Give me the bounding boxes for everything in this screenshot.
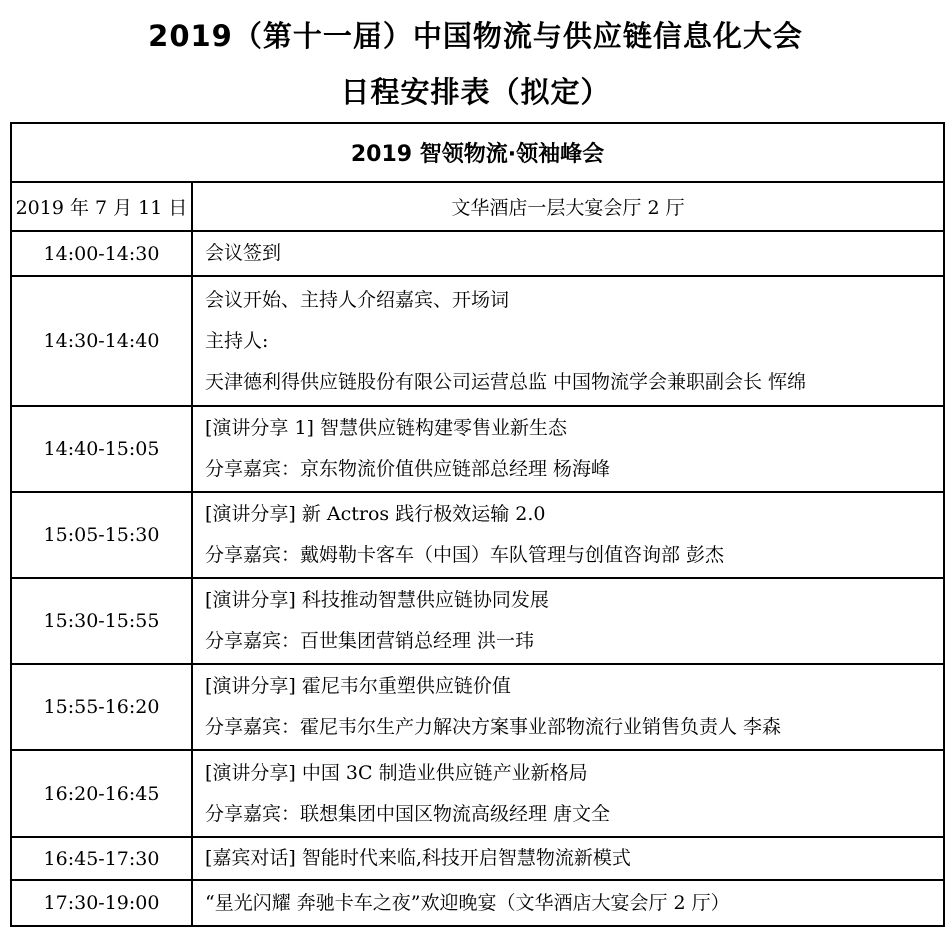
time-cell: 15:05-15:30: [11, 492, 192, 578]
table-row: [11, 837, 944, 880]
description-cell: [192, 276, 944, 406]
description-line: [演讲分享 1] 智慧供应链构建零售业新生态: [205, 417, 567, 439]
description-line: 分享嘉宾：霍尼韦尔生产力解决方案事业部物流行业销售负责人 李森: [205, 716, 782, 738]
time-cell: 17:30-19:00: [11, 880, 192, 926]
description-line: [演讲分享] 科技推动智慧供应链协同发展: [205, 589, 549, 611]
table-row: [11, 578, 944, 664]
description-line: [演讲分享] 新 Actros 践行极效运输 2.0: [205, 503, 546, 525]
section-header-row: [11, 123, 944, 182]
description-cell: [192, 750, 944, 837]
date-cell: 2019 年 7 月 11 日: [11, 182, 192, 231]
table-row: [11, 880, 944, 926]
page-title-line-2: 日程安排表（拟定）: [340, 75, 611, 109]
description-line: 会议开始、主持人介绍嘉宾、开场词: [205, 288, 510, 311]
time-cell: 15:55-16:20: [11, 664, 192, 750]
venue-cell: 文华酒店一层大宴会厅 2 厅: [192, 182, 944, 231]
table-row: [11, 406, 944, 492]
description-cell: [192, 880, 944, 926]
date-venue-row: [11, 182, 944, 231]
description-cell: [192, 406, 944, 492]
schedule-table: [10, 122, 945, 927]
time-cell: 15:30-15:55: [11, 578, 192, 664]
table-row: [11, 664, 944, 750]
time-cell: 16:20-16:45: [11, 750, 192, 837]
description-line: 分享嘉宾：戴姆勒卡客车（中国）车队管理与创值咨询部 彭杰: [205, 544, 725, 566]
time-cell: 14:00-14:30: [11, 231, 192, 276]
description-cell: [192, 578, 944, 664]
description-line: 分享嘉宾：京东物流价值供应链部总经理 杨海峰: [205, 458, 611, 480]
section-title: 2019 智领物流·领袖峰会: [11, 123, 944, 182]
description-line: 主持人:: [205, 329, 269, 352]
description-line: 分享嘉宾：联想集团中国区物流高级经理 唐文全: [205, 802, 611, 825]
description-line: 会议签到: [205, 242, 282, 264]
description-line: 天津德利得供应链股份有限公司运营总监 中国物流学会兼职副会长 恽绵: [205, 370, 807, 393]
table-row: [11, 231, 944, 276]
table-row: [11, 750, 944, 837]
description-cell: [192, 231, 944, 276]
time-cell: 16:45-17:30: [11, 837, 192, 880]
description-cell: [192, 492, 944, 578]
description-line: 分享嘉宾：百世集团营销总经理 洪一玮: [205, 630, 535, 652]
time-cell: 14:40-15:05: [11, 406, 192, 492]
time-cell: 14:30-14:40: [11, 276, 192, 406]
description-cell: [192, 837, 944, 880]
description-line: [演讲分享] 霍尼韦尔重塑供应链价值: [205, 675, 511, 697]
table-row: [11, 492, 944, 578]
page-title-line-1: 2019（第十一届）中国物流与供应链信息化大会: [148, 19, 803, 53]
table-row: [11, 276, 944, 406]
description-line: “星光闪耀 奔驰卡车之夜”欢迎晚宴（文华酒店大宴会厅 2 厅）: [205, 891, 730, 914]
description-cell: [192, 664, 944, 750]
description-line: [嘉宾对话] 智能时代来临,科技开启智慧物流新模式: [205, 847, 631, 869]
description-line: [演讲分享] 中国 3C 制造业供应链产业新格局: [205, 761, 588, 784]
